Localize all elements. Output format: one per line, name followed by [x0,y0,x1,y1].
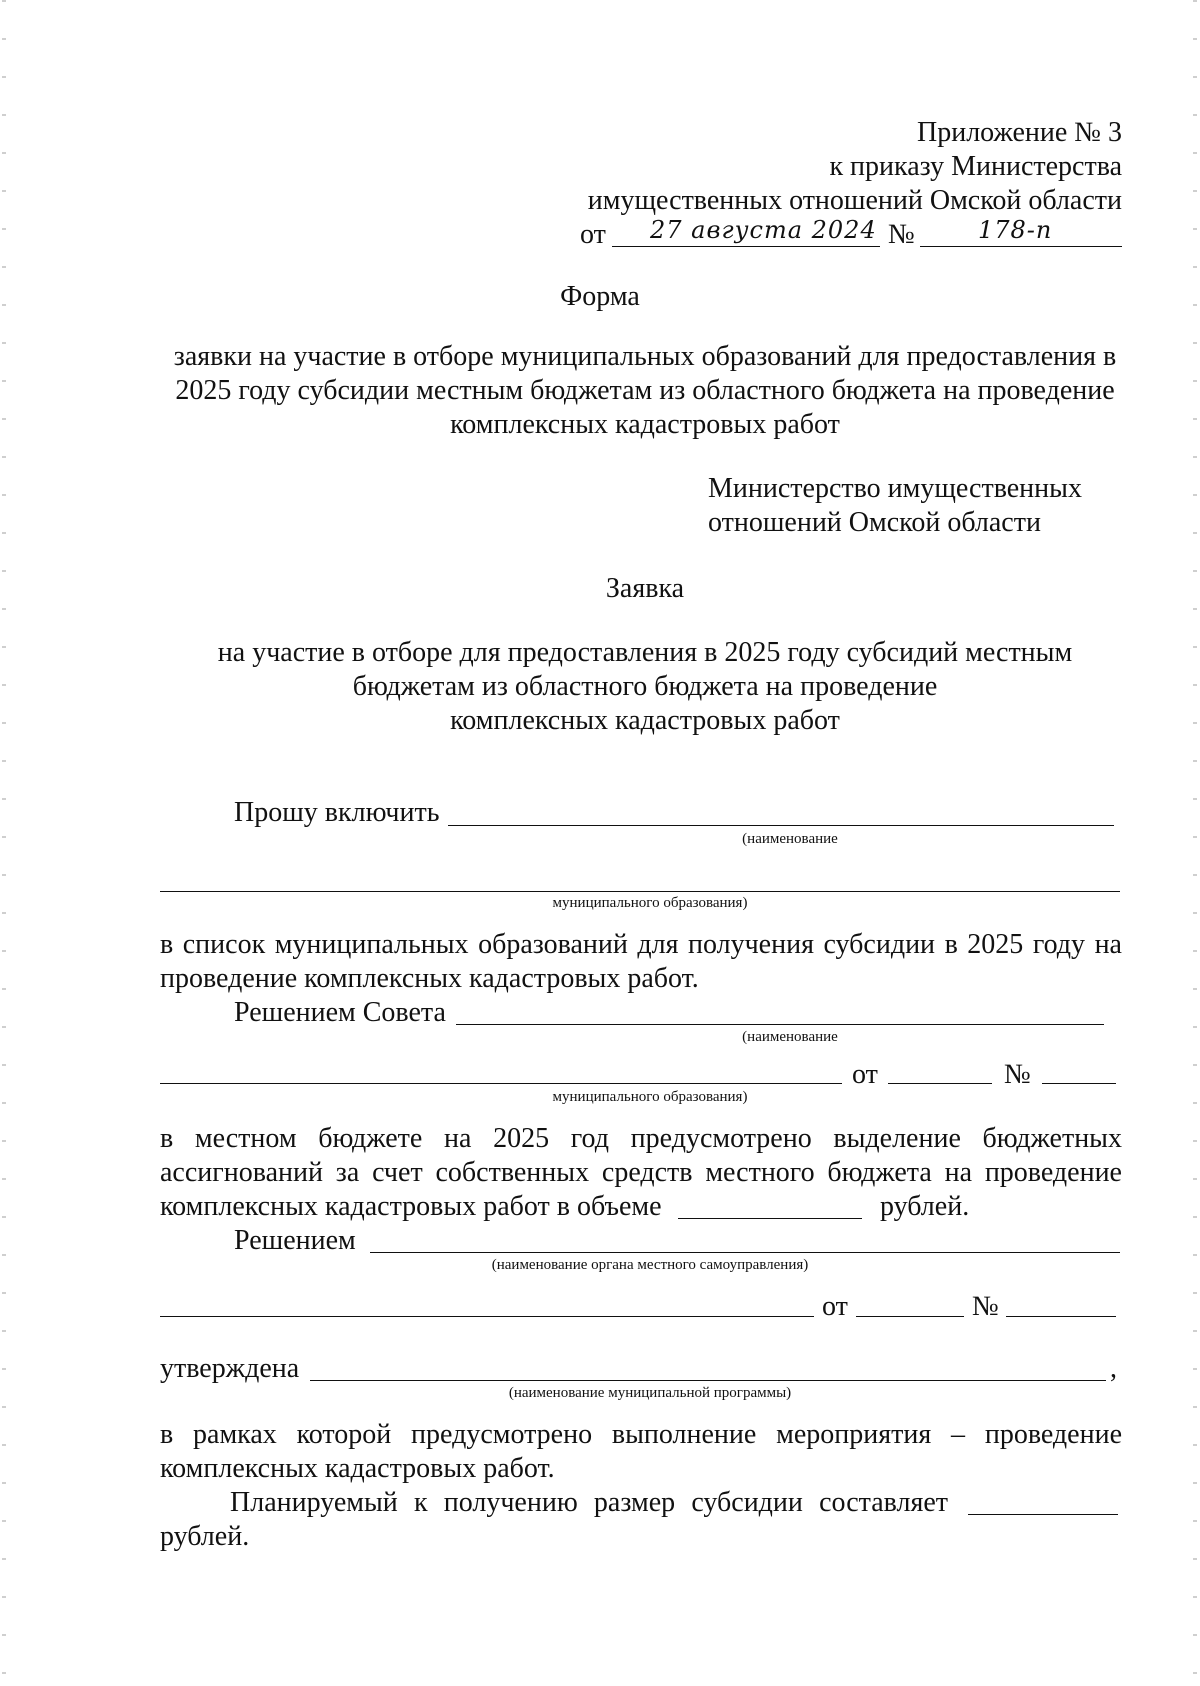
form-subtitle-line-3: комплексных кадастровых работ [450,409,840,440]
application-title: Заявка [605,573,685,604]
form-title: Форма [560,281,640,312]
planned-line-2: рублей. [160,1521,250,1552]
council-date-field[interactable] [888,1083,992,1084]
form-subtitle-line-2: 2025 году субсидии местным бюджетам из областного бюджета на проведение [175,375,1115,406]
council-name-field-line-2[interactable] [160,1083,842,1084]
budget-line-3b: рублей. [880,1191,970,1222]
decision-date-field[interactable] [856,1316,964,1317]
number-sign: № [888,219,915,250]
number-underline [920,246,1122,247]
from-label-2: от [822,1291,848,1322]
no-label-2: № [972,1291,999,1322]
caption-mo-2: муниципального образования) [552,1089,748,1105]
caption-mo: муниципального образования) [552,895,748,911]
decision-name-field-line-2[interactable] [160,1316,814,1317]
addressee-line-2: отношений Омской области [708,507,1041,538]
organ-name-field[interactable] [370,1252,1120,1253]
list-line-1: в список муниципальных образований для получения субсидии в 2025 году на [160,929,1122,960]
date-handwritten: 27 августа 2024 [650,216,877,244]
mo-name-field-line-2[interactable] [160,891,1120,892]
appendix-number: Приложение № 3 [917,117,1122,148]
mo-name-field-line-1[interactable] [448,825,1114,826]
budget-line-2: ассигнований за счет собственных средств местного бюджета на проведение [160,1157,1122,1188]
application-subtitle-line-1: на участие в отборе для предоставления в 2025 году субсидий местным [217,637,1073,668]
council-label: Решением Совета [234,997,446,1028]
list-line-2: проведение комплексных кадастровых работ. [160,963,699,994]
date-prefix: от [580,219,606,250]
from-label: от [852,1059,878,1090]
approved-comma: , [1110,1353,1117,1384]
planned-line: Планируемый к получению размер субсидии составляет [230,1487,948,1518]
form-subtitle-line-1: заявки на участие в отборе муниципальных образований для предоставления в [173,341,1117,372]
number-handwritten: 178-п [978,216,1053,244]
application-subtitle-line-2: бюджетам из областного бюджета на проведение [352,671,938,702]
decision-label: Решением [234,1225,356,1256]
no-label: № [1004,1059,1031,1090]
caption-name: (наименование [742,831,838,847]
appendix-order-ref: к приказу Министерства [829,151,1122,182]
scan-edge-right [1193,0,1197,1686]
request-label: Прошу включить [234,797,440,828]
scan-edge-left [2,0,6,1686]
caption-name-2: (наименование [742,1029,838,1045]
approved-label: утверждена [160,1353,300,1384]
program-line-2: комплексных кадастровых работ. [160,1453,555,1484]
council-number-field[interactable] [1042,1083,1116,1084]
council-name-field-line-1[interactable] [456,1024,1104,1025]
application-subtitle-line-3: комплексных кадастровых работ [450,705,840,736]
appendix-ministry: имущественных отношений Омской области [587,185,1122,216]
budget-amount-field[interactable] [678,1218,862,1219]
addressee-line-1: Министерство имущественных [708,473,1082,504]
decision-number-field[interactable] [1006,1316,1116,1317]
program-line-1: в рамках которой предусмотрено выполнение мероприятия – проведение [160,1419,1122,1450]
planned-amount-field[interactable] [968,1514,1118,1515]
date-underline [612,246,880,247]
budget-line-1: в местном бюджете на 2025 год предусмотрено выделение бюджетных [160,1123,1122,1154]
caption-organ: (наименование органа местного самоуправления) [491,1257,809,1273]
budget-line-3a: комплексных кадастровых работ в объеме [160,1191,662,1222]
caption-program: (наименование муниципальной программы) [508,1385,792,1401]
program-name-field[interactable] [310,1380,1106,1381]
